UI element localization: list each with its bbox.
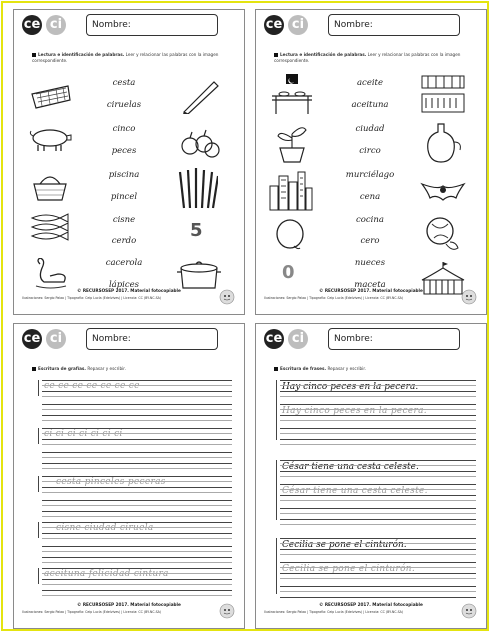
writing-block[interactable]	[42, 522, 232, 566]
word-item[interactable]: ciruelas	[106, 100, 142, 110]
word-item[interactable]: cesta	[112, 78, 136, 88]
sentence-block[interactable]	[280, 380, 476, 452]
footer	[256, 288, 486, 308]
footer	[256, 602, 486, 622]
sentence-block[interactable]	[280, 538, 476, 604]
word-item[interactable]: peces	[111, 146, 137, 156]
mascot-icon	[218, 602, 236, 620]
word-item[interactable]: aceituna	[351, 100, 389, 110]
worksheet-panel-3	[13, 323, 245, 629]
word-item[interactable]: ciudad	[355, 124, 385, 134]
instructions	[32, 52, 238, 64]
name-label: Nombre:	[334, 334, 373, 344]
word-item[interactable]: nueces	[354, 258, 386, 268]
trace-text: cesta pinceles peceras	[56, 477, 166, 487]
word-item[interactable]: cisne	[112, 215, 136, 225]
credits-text: Ilustraciones: Sergio Palao | Tipografía: Ceip Lucía (Edelvives) | Licencia: CC (BY-NC-SA)	[264, 296, 404, 300]
five-icon: 5	[190, 220, 203, 241]
syllable-badge-ce: ce	[22, 15, 42, 35]
name-label: Nombre:	[92, 334, 131, 344]
trace-text: aceituna felicidad cintura	[44, 569, 169, 579]
model-sentence: Hay cinco peces en la pecera.	[282, 382, 419, 392]
instruction-text: Repasar y escribir.	[327, 366, 367, 371]
syllable-badge-ci: ci	[46, 15, 66, 35]
trace-sentence: Hay cinco peces en la pecera.	[282, 406, 427, 416]
copyright-text: © RECURSOSEP 2017. Material fotocopiable	[319, 288, 423, 293]
syllable-badge-ci: ci	[288, 15, 308, 35]
worksheet-panel-4	[255, 323, 487, 629]
writing-block[interactable]	[42, 476, 232, 520]
instruction-text: Repasar y escribir.	[87, 366, 126, 371]
word-item[interactable]: murciélago	[345, 170, 395, 180]
copyright-text: © RECURSOSEP 2017. Material fotocopiable	[77, 288, 181, 293]
credits-text: Ilustraciones: Sergio Palao | Tipografía: Ceip Lucía (Edelvives) | Licencia: CC (BY-NC-SA)	[22, 296, 162, 300]
flower-pot-icon	[272, 120, 312, 164]
syllable-badge-ci: ci	[46, 329, 66, 349]
mascot-icon	[460, 602, 478, 620]
worksheet-panel-2	[255, 9, 487, 315]
name-field[interactable]	[86, 328, 218, 350]
credits-text: Ilustraciones: Sergio Palao | Tipografía: Ceip Lucía (Edelvives) | Licencia: CC (BY-NC-SA)	[264, 610, 404, 614]
sentence-block[interactable]	[280, 460, 476, 532]
instructions	[274, 52, 480, 64]
pot-icon	[176, 258, 222, 292]
instruction-text: Leer y relacionar las palabras con la imagen correspondiente.	[32, 52, 219, 63]
word-item[interactable]: cena	[359, 192, 381, 202]
name-field[interactable]	[328, 14, 460, 36]
word-item[interactable]: cero	[360, 236, 380, 246]
word-item[interactable]: pincel	[110, 192, 138, 202]
swan-icon	[30, 258, 70, 290]
bullet-icon	[32, 367, 36, 371]
writing-block[interactable]	[42, 428, 232, 472]
mascot-icon	[460, 288, 478, 306]
instructions	[274, 366, 480, 372]
instruction-title: Escritura de frases.	[280, 366, 327, 371]
syllable-badge-ce: ce	[264, 329, 284, 349]
syllable-badge-ci: ci	[288, 329, 308, 349]
worksheet-header	[14, 10, 244, 48]
trace-text: ci ci ci ci ci ci ci	[44, 429, 123, 439]
pig-icon	[28, 126, 72, 152]
city-icon	[268, 170, 314, 212]
word-item[interactable]: aceite	[356, 78, 384, 88]
word-item[interactable]: cocina	[356, 215, 384, 225]
bullet-icon	[32, 53, 36, 57]
picnic-basket-icon	[30, 170, 70, 202]
fish-icon	[28, 212, 72, 242]
instruction-title: Lectura e identificación de palabras.	[38, 52, 125, 57]
bullet-icon	[274, 367, 278, 371]
plums-icon	[178, 128, 222, 158]
instructions	[32, 366, 238, 372]
word-item[interactable]: maceta	[354, 280, 386, 290]
pencils-icon	[178, 166, 218, 210]
kitchen-icon	[420, 72, 466, 116]
name-label: Nombre:	[334, 20, 373, 30]
credits-text: Ilustraciones: Sergio Palao | Tipografía: Ceip Lucía (Edelvives) | Licencia: CC (BY-NC-SA)	[22, 610, 162, 614]
instruction-text: Leer y relacionar las palabras con la imagen correspondiente.	[274, 52, 461, 63]
trace-sentence: Cecilia se pone el cinturón.	[282, 564, 416, 574]
word-item[interactable]: circo	[359, 146, 381, 156]
trace-sentence: César tiene una cesta celeste.	[282, 486, 428, 496]
worksheet-header	[256, 324, 486, 362]
model-sentence: Cecilia se pone el cinturón.	[282, 540, 407, 550]
word-item[interactable]: cacerola	[105, 258, 143, 268]
oil-jug-icon	[424, 120, 462, 164]
basket-icon	[28, 80, 72, 110]
writing-block[interactable]	[42, 380, 232, 424]
word-item[interactable]: cerdo	[111, 236, 137, 246]
worksheet-header	[14, 324, 244, 362]
name-label: Nombre:	[92, 20, 131, 30]
bullet-icon	[274, 53, 278, 57]
mascot-icon	[218, 288, 236, 306]
word-item[interactable]: cinco	[112, 124, 136, 134]
word-item[interactable]: piscina	[108, 170, 140, 180]
instruction-title: Escritura de grafías.	[38, 366, 87, 371]
syllable-badge-ce: ce	[22, 329, 42, 349]
walnut-icon	[422, 214, 462, 254]
copyright-text: © RECURSOSEP 2017. Material fotocopiable	[77, 602, 181, 607]
word-item[interactable]: lápices	[108, 280, 140, 290]
olive-icon	[272, 216, 310, 254]
footer	[14, 602, 244, 622]
page-frame	[1, 1, 489, 631]
worksheet-header	[256, 10, 486, 48]
model-sentence: César tiene una cesta celeste.	[282, 462, 419, 472]
footer	[14, 288, 244, 308]
trace-text: ce ce ce ce ce ce ce	[44, 381, 140, 391]
bat-icon	[420, 176, 466, 206]
dinner-table-icon	[270, 72, 314, 116]
copyright-text: © RECURSOSEP 2017. Material fotocopiable	[319, 602, 423, 607]
syllable-badge-ce: ce	[264, 15, 284, 35]
pencil-icon	[180, 80, 220, 114]
instruction-title: Lectura e identificación de palabras.	[280, 52, 367, 57]
worksheet-panel-1	[13, 9, 245, 315]
name-field[interactable]	[86, 14, 218, 36]
name-field[interactable]	[328, 328, 460, 350]
trace-text: cisne ciudad ciruela	[56, 523, 154, 533]
zero-icon: 0	[282, 262, 295, 283]
